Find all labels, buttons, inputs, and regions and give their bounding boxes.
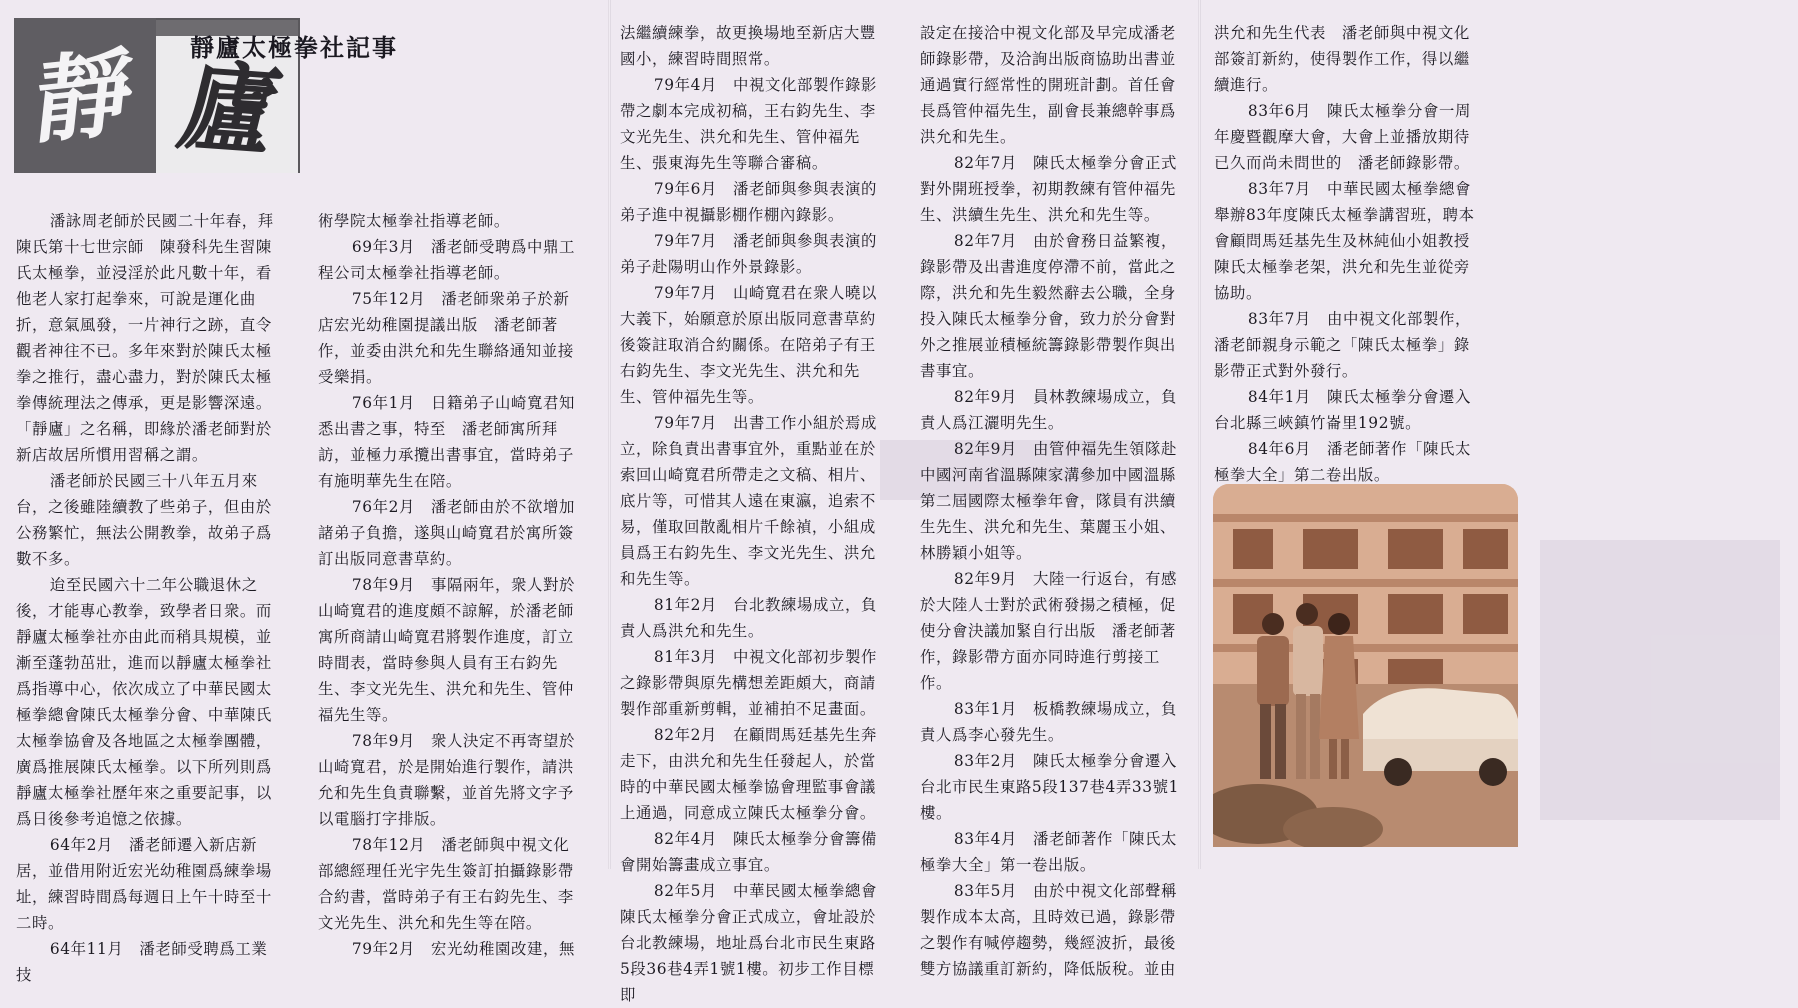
paragraph: 78年12月 潘老師與中視文化部總經理任光宇先生簽訂拍攝錄影帶合約書，當時弟子有王右鈞先生、李文光先生、洪允和先生等在陪。 bbox=[318, 836, 574, 932]
paragraph: 術學院太極拳社指導老師。 bbox=[318, 212, 510, 230]
paragraph: 82年9月 員林教練場成立，負責人爲江灑明先生。 bbox=[920, 388, 1177, 432]
paragraph: 洪允和先生代表 潘老師與中視文化部簽訂新約，使得製作工作，得以繼續進行。 bbox=[1214, 24, 1470, 94]
paragraph: 83年2月 陳氏太極拳分會遷入台北市民生東路5段137巷4弄33號1樓。 bbox=[920, 752, 1180, 822]
paragraph: 81年3月 中視文化部初步製作之錄影帶與原先構想差距頗大，商請製作部重新剪輯，並補拍不足畫面。 bbox=[620, 648, 877, 718]
text-column-1 bbox=[16, 208, 278, 984]
paragraph: 84年1月 陳氏太極拳分會遷入台北縣三峽鎮竹崙里192號。 bbox=[1214, 388, 1471, 432]
paragraph: 64年11月 潘老師受聘爲工業技 bbox=[16, 940, 268, 984]
paragraph: 82年2月 在顧問馬廷基先生奔走下，由洪允和先生任發起人，於當時的中華民國太極拳協會理監事會議上通過，同意成立陳氏太極拳分會。 bbox=[620, 726, 877, 822]
paragraph: 79年6月 潘老師與參與表演的弟子進中視攝影棚作棚內錄影。 bbox=[620, 180, 877, 224]
paragraph: 潘老師於民國三十八年五月來台，之後雖陸續教了些弟子，但由於公務繁忙，無法公開教拳，故弟子爲數不多。 bbox=[16, 472, 272, 568]
paragraph: 迨至民國六十二年公職退休之後，才能專心教拳，致學者日衆。而靜廬太極拳社亦由此而稍具規模，並漸至蓬勃茁壯，進而以靜廬太極拳社爲指導中心，依次成立了中華民國太極拳總會陳氏太極拳分會、中華陳氏太極拳協會及各地區之太極拳團體，廣爲推展陳氏太極拳。以下所列則爲靜廬太極拳社歷年來之重要記事，以爲日後參考追憶之依據。 bbox=[16, 576, 272, 828]
paragraph: 83年7月 由中視文化部製作，潘老師親身示範之「陳氏太極拳」錄影帶正式對外發行。 bbox=[1214, 310, 1471, 380]
paragraph: 79年7月 潘老師與參與表演的弟子赴陽明山作外景錄影。 bbox=[620, 232, 877, 276]
text-column-2 bbox=[318, 208, 580, 958]
paragraph: 78年9月 衆人決定不再寄望於山崎寬君，於是開始進行製作，請洪允和先生負責聯繫，並首先將文字予以電腦打字排版。 bbox=[318, 732, 575, 828]
paragraph: 82年7月 陳氏太極拳分會正式對外開班授拳，初期教練有管仲福先生、洪續生先生、洪允和先生等。 bbox=[920, 154, 1177, 224]
paragraph: 82年5月 中華民國太極拳總會陳氏太極拳分會正式成立，會址設於台北教練場，地址爲台北市民生東路5段36巷4弄1號1樓。初步工作目標即 bbox=[620, 882, 877, 1004]
paragraph: 83年5月 由於中視文化部聲稱製作成本太高，且時效已過，錄影帶之製作有喊停趨勢，幾經波折，最後雙方協議重訂新約，降低版稅。並由 bbox=[920, 882, 1177, 978]
page-fold bbox=[608, 0, 611, 869]
paragraph: 潘詠周老師於民國二十年春，拜陳氏第十七世宗師 陳發科先生習陳氏太極拳，並浸淫於此凡數十年，看他老人家打起拳來，可說是運化曲折，意氣風發，一片神行之跡，直令觀者神往不已。多年來對於陳氏太極拳之推行，盡心盡力，對於陳氏太極拳傳統理法之傳承，更是影響深遠。「靜廬」之名稱，即緣於潘老師對於新店故居所慣用習稱之謂。 bbox=[16, 212, 274, 464]
paragraph: 79年4月 中視文化部製作錄影帶之劇本完成初稿，王右鈞先生、李文光先生、洪允和先生、管仲福先生、張東海先生等聯合審稿。 bbox=[620, 76, 877, 172]
paragraph: 76年1月 日籍弟子山崎寬君知悉出書之事，特至 潘老師寓所拜訪，並極力承攬出書事宜，當時弟子有施明華先生在陪。 bbox=[318, 394, 575, 490]
paragraph: 設定在接洽中視文化部及早完成潘老師錄影帶，及洽詢出版商協助出書並通過實行經常性的開班計劃。首任會長爲管仲福先生，副會長兼總幹事爲洪允和先生。 bbox=[920, 24, 1176, 146]
paragraph: 83年1月 板橋教練場成立，負責人爲李心發先生。 bbox=[920, 700, 1177, 744]
text-column-3 bbox=[620, 20, 882, 1004]
logo-char-jing: 靜 bbox=[29, 35, 139, 158]
paragraph: 79年7月 出書工作小組於焉成立，除負責出書事宜外，重點並在於索回山崎寬君所帶走之文稿、相片、底片等，可惜其人遠在東瀛，追索不易，僅取回散亂相片千餘禎，小組成員爲王右鈞先生、李文光先生、洪允和先生等。 bbox=[620, 414, 877, 588]
paragraph: 75年12月 潘老師衆弟子於新店宏光幼稚園提議出版 潘老師著作，並委由洪允和先生聯絡通知並接受樂捐。 bbox=[318, 290, 574, 386]
paragraph: 82年7月 由於會務日益繁複，錄影帶及出書進度停滯不前，當此之際，洪允和先生毅然辭去公職，全身投入陳氏太極拳分會，致力於分會對外之推展並積極統籌錄影帶製作與出書事宜。 bbox=[920, 232, 1177, 380]
paragraph: 83年4月 潘老師著作「陳氏太極拳大全」第一卷出版。 bbox=[920, 830, 1177, 874]
paragraph: 79年2月 宏光幼稚園改建，無 bbox=[351, 940, 575, 958]
paragraph: 64年2月 潘老師遷入新店新居，並借用附近宏光幼稚園爲練拳場址，練習時間爲每週日上午十時至十二時。 bbox=[16, 836, 272, 932]
paragraph: 82年9月 由管仲福先生領隊赴中國河南省溫縣陳家溝參加中國溫縣第二屆國際太極拳年會，隊員有洪續生先生、洪允和先生、葉麗玉小姐、林勝穎小姐等。 bbox=[920, 440, 1177, 562]
paragraph: 法繼續練拳，故更換場地至新店大豐國小，練習時間照常。 bbox=[620, 24, 876, 68]
logo-char-lu: 廬 bbox=[168, 48, 292, 169]
paragraph: 82年4月 陳氏太極拳分會籌備會開始籌畫成立事宜。 bbox=[620, 830, 877, 874]
paragraph: 69年3月 潘老師受聘爲中鼎工程公司太極拳社指導老師。 bbox=[318, 238, 575, 282]
page-fold bbox=[1198, 0, 1201, 869]
paragraph: 82年9月 大陸一行返台，有感於大陸人士對於武術發揚之積極，促使分會決議加緊自行出版 潘老師著作，錄影帶方面亦同時進行剪接工作。 bbox=[920, 570, 1177, 692]
paragraph: 81年2月 台北教練場成立，負責人爲洪允和先生。 bbox=[620, 596, 877, 640]
paragraph: 84年6月 潘老師著作「陳氏太極拳大全」第二卷出版。 bbox=[1214, 440, 1471, 484]
paragraph: 79年7月 山崎寬君在衆人曉以大義下，始願意於原出版同意書草約後簽註取消合約關係。在陪弟子有王右鈞先生、李文光先生、洪允和先生、管仲福先生等。 bbox=[620, 284, 877, 406]
bleed-through-band bbox=[1540, 540, 1780, 820]
text-column-4 bbox=[920, 20, 1182, 978]
page-title: 靜廬太極拳社記事 bbox=[190, 33, 398, 62]
paragraph: 83年7月 中華民國太極拳總會舉辦83年度陳氏太極拳講習班，聘本會顧問馬廷基先生及林純仙小姐教授陳氏太極拳老架，洪允和先生並從旁協助。 bbox=[1214, 180, 1475, 302]
paragraph: 83年6月 陳氏太極拳分會一周年慶暨觀摩大會，大會上並播放期待已久而尚未問世的 潘老師錄影帶。 bbox=[1214, 102, 1471, 172]
paragraph: 76年2月 潘老師由於不欲增加諸弟子負擔，遂與山崎寬君於寓所簽訂出版同意書草約。 bbox=[318, 498, 575, 568]
group-photo bbox=[1213, 484, 1518, 847]
paragraph: 78年9月 事隔兩年，衆人對於山崎寬君的進度頗不諒解，於潘老師寓所商請山崎寬君將製作進度，訂立時間表，當時參與人員有王右鈞先生、李文光先生、洪允和先生、管仲福先生等。 bbox=[318, 576, 575, 724]
